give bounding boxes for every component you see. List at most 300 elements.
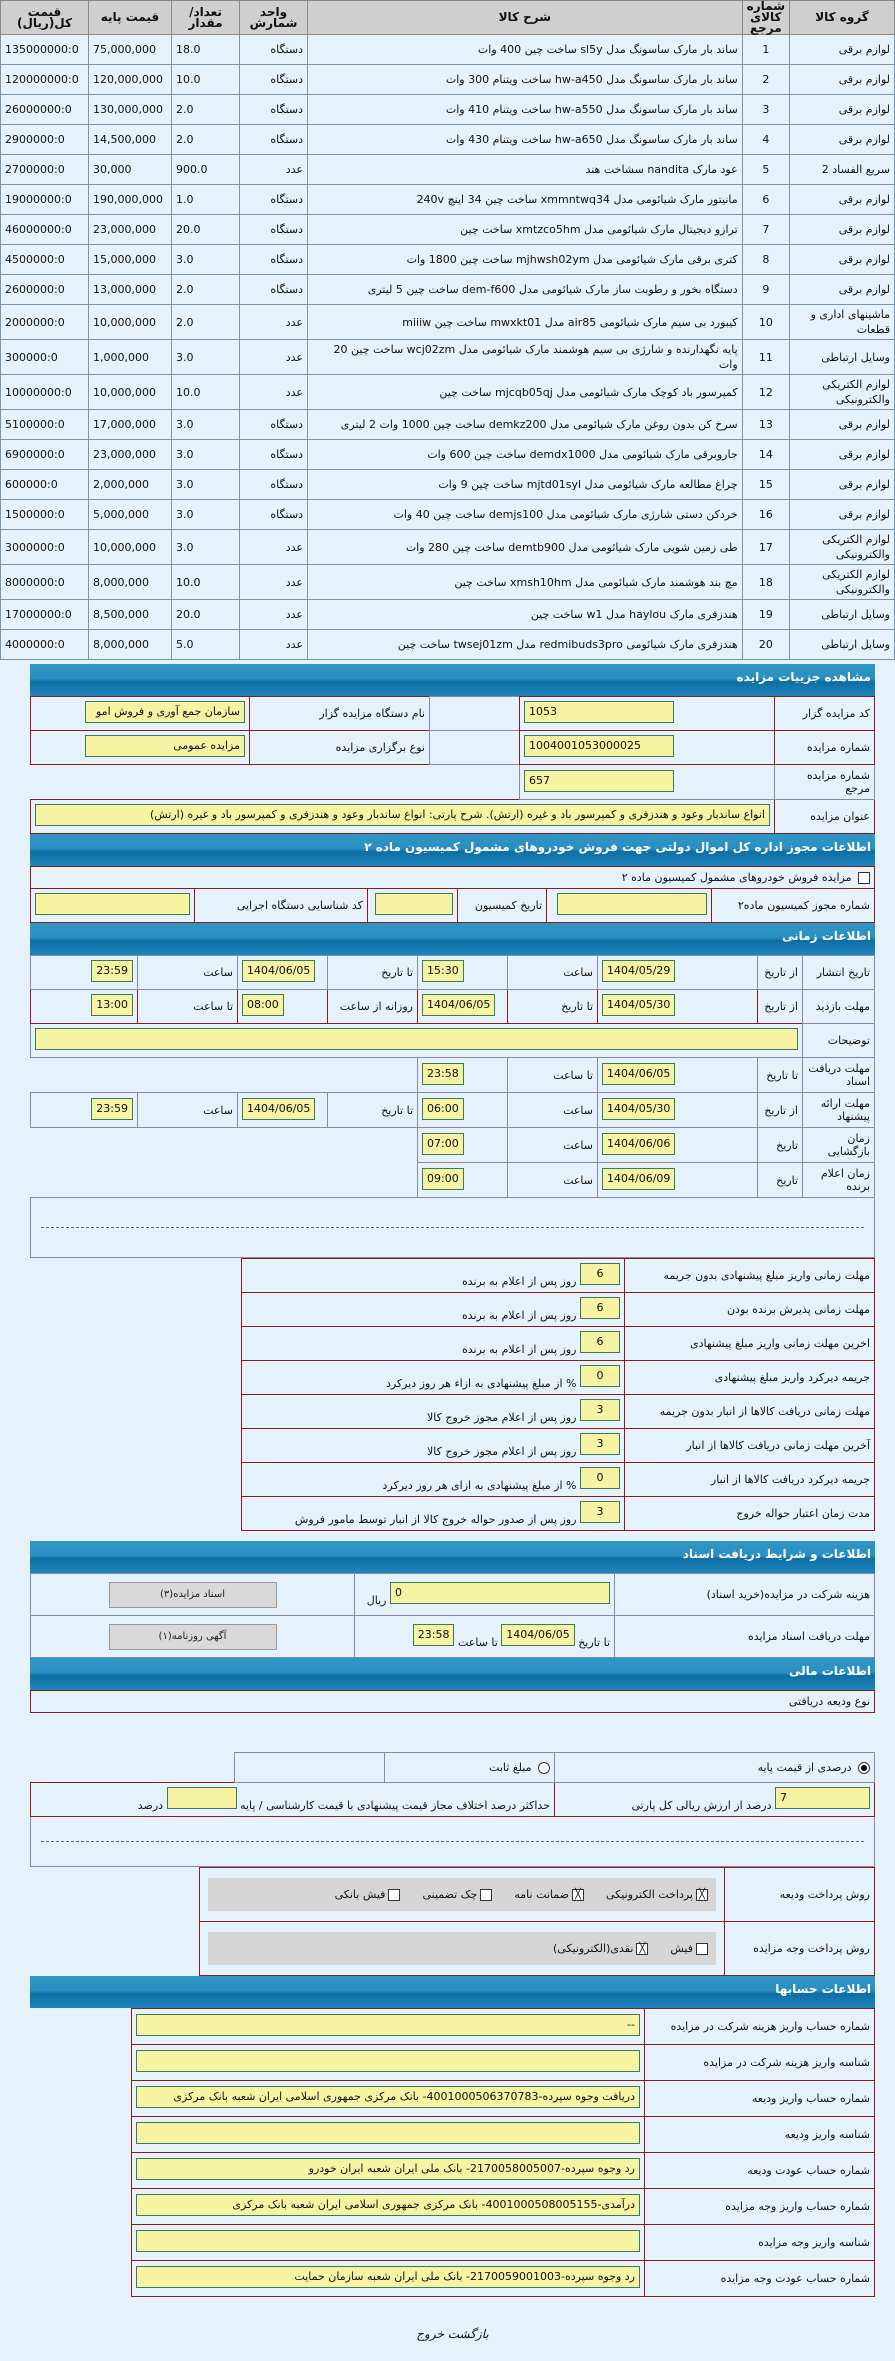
item-price: 23,000,000 <box>89 440 172 470</box>
item-price: 5,000,000 <box>89 500 172 530</box>
newspaper-ad-button[interactable]: آگهی روزنامه(۱) <box>109 1624 277 1650</box>
auction-number-field[interactable]: 1004001053000025 <box>524 735 674 757</box>
item-ref: 6 <box>742 185 789 215</box>
item-price: 8,000,000 <box>89 630 172 660</box>
item-ref: 15 <box>742 470 789 500</box>
item-ref: 2 <box>742 65 789 95</box>
item-ref: 18 <box>742 565 789 600</box>
visit-to-time[interactable]: 13:00 <box>91 994 133 1016</box>
divider <box>41 1227 864 1228</box>
deadline-suffix: روز پس از اعلام به برنده <box>461 1275 577 1288</box>
item-ref: 20 <box>742 630 789 660</box>
ref-number-field[interactable]: 657 <box>524 770 674 792</box>
fee-field[interactable]: 0 <box>390 1582 610 1604</box>
hour-label: ساعت <box>508 1093 598 1128</box>
item-total: 4500000:0 <box>1 245 89 275</box>
account-label: شناسه واریز وجه مزایده <box>645 2225 875 2261</box>
item-qty: 3.0 <box>172 440 240 470</box>
hour-label: ساعت <box>508 956 598 990</box>
item-price: 13,000,000 <box>89 275 172 305</box>
account-field[interactable]: رد وجوه سپرده-2170059001003- بانک ملی ایران شعبه سازمان حمایت <box>136 2266 640 2288</box>
auction-docs-button[interactable]: اسناد مزایده(۳) <box>109 1582 277 1608</box>
item-unit: دستگاه <box>240 500 308 530</box>
deadline-label: جریمه دیرکرد دریافت کالاها از انبار <box>625 1463 875 1497</box>
item-desc: هندزفری مارک haylou مدل w1 ساخت چین <box>308 600 743 630</box>
item-desc: پایه نگهدارنده و شارژی بی سیم هوشمند مارک شیائومی مدل wcj02zm ساخت چین 20 وات <box>308 340 743 375</box>
col-unit: واحد شمارش <box>240 1 308 35</box>
fixed-radio[interactable] <box>538 1762 550 1774</box>
doc-deadline-date[interactable]: 1404/06/05 <box>501 1624 574 1646</box>
item-desc: کمپرسور باد کوچک مارک شیائومی مدل mjcqb05qj ساخت چین <box>308 375 743 410</box>
timing-section-header: اطلاعات زمانی <box>30 923 875 955</box>
date-label: تاریخ <box>758 1128 803 1163</box>
item-desc: ساند بار مارک ساسونگ مدل hw-a550 ساخت ویتنام 410 وات <box>308 95 743 125</box>
deadline-suffix: % از مبلغ پیشنهادی به ازای هر روز دیرکرد <box>382 1479 577 1492</box>
permit-no-label: شماره مجوز کمیسیون ماده۲ <box>712 889 875 923</box>
deadline-label: مدت زمان اعتبار حواله خروج <box>625 1497 875 1531</box>
item-ref: 17 <box>742 530 789 565</box>
item-price: 17,000,000 <box>89 410 172 440</box>
item-ref: 3 <box>742 95 789 125</box>
deadline-label: مهلت زمانی واریز مبلغ پیشنهادی بدون جریمه <box>625 1259 875 1293</box>
deadline-value[interactable]: 6 <box>580 1263 620 1285</box>
docs-deadline-label: مهلت دریافت اسناد <box>803 1058 875 1093</box>
permit-checkbox[interactable] <box>858 872 870 884</box>
item-group: لوازم برقی <box>790 440 895 470</box>
item-desc: هندزفری مارک شیائومی redmibuds3pro مدل twsej01zm ساخت چین <box>308 630 743 660</box>
auctioneer-name-field[interactable]: سازمان جمع آوری و فروش امو <box>85 701 245 723</box>
deadline-value[interactable]: 3 <box>580 1501 620 1523</box>
visit-to-date[interactable]: 1404/06/05 <box>422 994 495 1016</box>
auction-type-field[interactable]: مزایده عمومی <box>85 735 245 757</box>
commission-date-field[interactable] <box>375 893 453 915</box>
checkbox-icon[interactable] <box>696 1943 708 1955</box>
checkbox-icon[interactable] <box>480 1889 492 1901</box>
deposit-pay-options <box>208 1878 716 1911</box>
publish-label: تاریخ انتشار <box>803 956 875 990</box>
publish-to-time[interactable]: 23:59 <box>91 960 133 982</box>
docs-to-time[interactable]: 23:58 <box>422 1063 464 1085</box>
auctioneer-name-label: نام دستگاه مزایده گزار <box>250 697 430 731</box>
item-group: لوازم برقی <box>790 500 895 530</box>
account-label: شناسه واریز ودیعه <box>645 2117 875 2153</box>
payment-option[interactable] <box>514 1888 584 1901</box>
item-qty: 3.0 <box>172 470 240 500</box>
to-date-label: تا تاریخ <box>508 990 598 1024</box>
payment-option[interactable] <box>606 1888 708 1901</box>
percent-radio[interactable] <box>858 1762 870 1774</box>
winner-label: زمان اعلام برنده <box>803 1163 875 1198</box>
auction-type-label: نوع برگزاری مزایده <box>250 731 430 765</box>
item-price: 75,000,000 <box>89 35 172 65</box>
item-unit: عدد <box>240 375 308 410</box>
offer-from-date[interactable]: 1404/05/30 <box>602 1098 675 1120</box>
item-unit: دستگاه <box>240 215 308 245</box>
item-ref: 19 <box>742 600 789 630</box>
item-group: وسایل ارتباطی <box>790 340 895 375</box>
checkbox-icon[interactable]: ╳ <box>636 1943 648 1955</box>
permit-section-header: اطلاعات مجوز اداره کل اموال دولتی جهت فروش خودروهای مشمول کمیسیون ماده ۲ <box>30 834 875 866</box>
item-group: لوازم الکتریکی والکترونیکی <box>790 565 895 600</box>
checkbox-icon[interactable]: ╳ <box>572 1889 584 1901</box>
auction-details-panel <box>30 664 875 2341</box>
payment-option[interactable] <box>670 1942 708 1955</box>
payment-methods-table <box>199 1867 875 1976</box>
item-unit: دستگاه <box>240 245 308 275</box>
account-field[interactable]: درآمدی-4001000508005155- بانک مرکزی جمهوری اسلامی ایران شعبه بانک مرکزی <box>136 2194 640 2216</box>
item-qty: 10.0 <box>172 565 240 600</box>
item-qty: 3.0 <box>172 410 240 440</box>
item-price: 1,000,000 <box>89 340 172 375</box>
item-price: 10,000,000 <box>89 530 172 565</box>
item-price: 120,000,000 <box>89 65 172 95</box>
item-ref: 11 <box>742 340 789 375</box>
item-unit: دستگاه <box>240 65 308 95</box>
item-ref: 4 <box>742 125 789 155</box>
item-price: 30,000 <box>89 155 172 185</box>
item-price: 8,000,000 <box>89 565 172 600</box>
deposit-pay-label: روش پرداخت ودیعه <box>725 1868 875 1922</box>
account-label: شماره حساب عودت ودیعه <box>645 2153 875 2189</box>
item-desc: طی زمین شویی مارک شیائومی مدل demtb900 ساخت چین 280 وات <box>308 530 743 565</box>
item-row <box>1 155 895 185</box>
item-ref: 12 <box>742 375 789 410</box>
payment-option[interactable] <box>335 1888 401 1901</box>
item-desc: عود مارک nandita سشاخت هند <box>308 155 743 185</box>
payment-option-label: ضمانت نامه <box>514 1888 569 1901</box>
item-total: 2900000:0 <box>1 125 89 155</box>
exec-code-field[interactable] <box>35 893 190 915</box>
item-row <box>1 245 895 275</box>
from-date-label: از تاریخ <box>758 956 803 990</box>
deposit-type-label: نوع ودیعه دریافتی <box>31 1691 875 1713</box>
deadline-label: مهلت زمانی دریافت کالاها از انبار بدون جریمه <box>625 1395 875 1429</box>
item-total: 2000000:0 <box>1 305 89 340</box>
hour-label: ساعت <box>138 1093 238 1128</box>
item-desc: سرخ کن بدون روغن مارک شیائومی مدل demkz200 ساخت چین 1000 وات 2 لیتری <box>308 410 743 440</box>
item-row <box>1 305 895 340</box>
account-field[interactable] <box>136 2230 640 2252</box>
open-label: زمان بازگشایی <box>803 1128 875 1163</box>
item-unit: دستگاه <box>240 440 308 470</box>
item-ref: 10 <box>742 305 789 340</box>
item-qty: 5.0 <box>172 630 240 660</box>
item-group: لوازم الکتریکی والکترونیکی <box>790 375 895 410</box>
doc-deadline-time[interactable]: 23:58 <box>413 1624 455 1646</box>
item-unit: عدد <box>240 305 308 340</box>
item-qty: 3.0 <box>172 500 240 530</box>
item-price: 8,500,000 <box>89 600 172 630</box>
item-unit: دستگاه <box>240 410 308 440</box>
item-qty: 3.0 <box>172 340 240 375</box>
hour-label: ساعت <box>138 956 238 990</box>
item-unit: عدد <box>240 630 308 660</box>
percent-suffix: درصد از ارزش ریالی کل پارتی <box>631 1799 772 1812</box>
item-unit: عدد <box>240 565 308 600</box>
timing-table <box>30 955 875 1258</box>
financial-section-header: اطلاعات مالی <box>30 1658 875 1690</box>
item-price: 14,500,000 <box>89 125 172 155</box>
fixed-radio-label: مبلغ ثابت <box>489 1761 532 1774</box>
item-total: 2600000:0 <box>1 275 89 305</box>
auction-title-label: عنوان مزایده <box>775 800 875 834</box>
item-desc: ساند بار مارک ساسونگ مدل hw-a450 ساخت ویتنام 300 وات <box>308 65 743 95</box>
item-unit: دستگاه <box>240 95 308 125</box>
item-total: 300000:0 <box>1 340 89 375</box>
item-qty: 18.0 <box>172 35 240 65</box>
item-price: 23,000,000 <box>89 215 172 245</box>
auction-number-label: شماره مزایده <box>775 731 875 765</box>
item-price: 10,000,000 <box>89 305 172 340</box>
payment-option-label: فیش <box>670 1942 693 1955</box>
to-date-label: تا تاریخ <box>758 1058 803 1093</box>
percent-field[interactable]: 7 <box>775 1787 870 1809</box>
deadlines-table <box>241 1258 875 1531</box>
open-date[interactable]: 1404/06/06 <box>602 1133 675 1155</box>
account-field[interactable]: -- <box>136 2014 640 2036</box>
item-row <box>1 530 895 565</box>
col-total: قیمت کل(ریال) <box>1 1 89 35</box>
item-group: لوازم برقی <box>790 185 895 215</box>
account-label: شماره حساب واریز هزینه شرکت در مزایده <box>645 2009 875 2045</box>
to-hour-label: تا ساعت <box>457 1636 498 1649</box>
payment-option-label: چک تضمینی <box>422 1888 478 1901</box>
item-ref: 16 <box>742 500 789 530</box>
item-desc: مانیتور مارک شیائومی مدل xmmntwq34 ساخت چین 34 اینچ 240v <box>308 185 743 215</box>
item-row <box>1 630 895 660</box>
item-total: 10000000:0 <box>1 375 89 410</box>
item-total: 19000000:0 <box>1 185 89 215</box>
payment-option-label: فیش بانکی <box>334 1888 386 1901</box>
deadline-suffix: % از مبلغ پیشنهادی به ازاء هر روز دیرکرد <box>385 1377 577 1390</box>
payment-option[interactable] <box>422 1888 492 1901</box>
account-label: شماره حساب عودت وجه مزایده <box>645 2261 875 2297</box>
item-group: وسایل ارتباطی <box>790 630 895 660</box>
deadline-suffix: روز پس از اعلام به برنده <box>461 1343 577 1356</box>
item-row <box>1 440 895 470</box>
item-row <box>1 125 895 155</box>
item-qty: 2.0 <box>172 305 240 340</box>
visit-daily-from-time[interactable]: 08:00 <box>242 994 284 1016</box>
item-group: لوازم برقی <box>790 215 895 245</box>
item-ref: 1 <box>742 35 789 65</box>
payment-option[interactable] <box>553 1942 648 1955</box>
item-total: 135000000:0 <box>1 35 89 65</box>
col-ref: شماره کالای مرجع <box>742 1 789 35</box>
item-row <box>1 95 895 125</box>
deadline-value[interactable]: 6 <box>580 1297 620 1319</box>
checkbox-icon[interactable]: ╳ <box>696 1889 708 1901</box>
offer-to-time[interactable]: 23:59 <box>91 1098 133 1120</box>
max-diff-label: حداکثر درصد اختلاف مجاز قیمت پیشنهادی با قیمت کارشناسی / پایه <box>240 1799 550 1812</box>
item-qty: 2.0 <box>172 125 240 155</box>
item-group: لوازم برقی <box>790 245 895 275</box>
item-row <box>1 185 895 215</box>
item-total: 46000000:0 <box>1 215 89 245</box>
deadline-value[interactable]: 3 <box>580 1433 620 1455</box>
col-qty: تعداد/مقدار <box>172 1 240 35</box>
item-desc: ساند بار مارک ساسونگ مدل hw-a650 ساخت ویتنام 430 وات <box>308 125 743 155</box>
item-price: 2,000,000 <box>89 470 172 500</box>
item-price: 15,000,000 <box>89 245 172 275</box>
publish-from-time[interactable]: 15:30 <box>422 960 464 982</box>
item-unit: عدد <box>240 600 308 630</box>
item-desc: کیبورد بی سیم مارک شیائومی air85 مدل mwxkt01 ساخت چین miiiw <box>308 305 743 340</box>
item-group: وسایل ارتباطی <box>790 600 895 630</box>
item-ref: 8 <box>742 245 789 275</box>
item-unit: عدد <box>240 340 308 375</box>
account-field[interactable]: رد وجوه سپرده-2170058005007- بانک ملی ایران شعبه ایران خودرو <box>136 2158 640 2180</box>
commission-date-label: تاریخ کمیسیون <box>457 889 546 923</box>
account-field[interactable]: دریافت وجوه سپرده-4001000506370783- بانک مرکزی جمهوری اسلامی ایران شعبه بانک مرکزی <box>136 2086 640 2108</box>
item-row <box>1 215 895 245</box>
item-row <box>1 410 895 440</box>
item-row <box>1 600 895 630</box>
account-label: شماره حساب واریز ودیعه <box>645 2081 875 2117</box>
documents-table <box>30 1573 875 1658</box>
item-group: لوازم برقی <box>790 65 895 95</box>
item-desc: کتری برقی مارک شیائومی مدل mjhwsh02ym ساخت چین 1800 وات <box>308 245 743 275</box>
item-unit: عدد <box>240 530 308 565</box>
item-qty: 3.0 <box>172 530 240 565</box>
item-ref: 9 <box>742 275 789 305</box>
item-total: 8000000:0 <box>1 565 89 600</box>
accounts-table <box>131 2008 875 2297</box>
offer-from-time[interactable]: 06:00 <box>422 1098 464 1120</box>
payment-option-label: نقدی(الکترونیکی) <box>552 1942 634 1955</box>
item-desc: ترازو دیجیتال مارک شیائومی مدل xmtzco5hm ساخت چین <box>308 215 743 245</box>
auction-title-field[interactable]: انواع ساندبار وعود و هندزفری و کمپرسور باد و غیره (ارتش). شرح پارتی: انواع ساندبار وعود و هندزفری و کمپرسور باد و غیره (ارتش) <box>35 804 770 826</box>
publish-to-date[interactable]: 1404/06/05 <box>242 960 315 982</box>
item-group: لوازم برقی <box>790 470 895 500</box>
to-hour-label: تا ساعت <box>138 990 238 1024</box>
deadline-suffix: روز پس از اعلام به برنده <box>461 1309 577 1322</box>
item-ref: 14 <box>742 440 789 470</box>
date-label: تاریخ <box>758 1163 803 1198</box>
col-price: قیمت پایه <box>89 1 172 35</box>
item-qty: 20.0 <box>172 215 240 245</box>
permit-no-field[interactable] <box>557 893 707 915</box>
item-group: لوازم برقی <box>790 410 895 440</box>
item-desc: دستگاه بخور و رطوبت ساز مارک شیائومی مدل dem-f600 ساخت چین 5 لیتری <box>308 275 743 305</box>
item-qty: 3.0 <box>172 245 240 275</box>
item-group: سریع الفساد 2 <box>790 155 895 185</box>
visit-from-date[interactable]: 1404/05/30 <box>602 994 675 1016</box>
deadline-value[interactable]: 0 <box>580 1467 620 1489</box>
offer-label: مهلت ارائه پیشنهاد <box>803 1093 875 1128</box>
desc-label: توضیحات <box>803 1024 875 1058</box>
item-unit: عدد <box>240 155 308 185</box>
footer-links <box>30 2327 875 2341</box>
deadline-label: اخرین مهلت زمانی واریز مبلغ پیشنهادی <box>625 1327 875 1361</box>
fee-label: هزینه شرکت در مزایده(خرید اسناد) <box>615 1574 875 1616</box>
item-total: 26000000:0 <box>1 95 89 125</box>
item-row <box>1 65 895 95</box>
doc-deadline-label: مهلت دریافت اسناد مزایده <box>615 1616 875 1658</box>
deadline-suffix: روز پس از صدور حواله خروج کالا از انبار توسط مامور فروش <box>294 1513 577 1526</box>
max-diff-field[interactable] <box>167 1787 237 1809</box>
item-row <box>1 35 895 65</box>
hour-label: ساعت <box>508 1163 598 1198</box>
percent-radio-label: درصدی از قیمت پایه <box>757 1761 852 1774</box>
item-qty: 20.0 <box>172 600 240 630</box>
item-qty: 10.0 <box>172 375 240 410</box>
item-total: 6900000:0 <box>1 440 89 470</box>
deadline-suffix: روز پس از اعلام مجوز خروج کالا <box>427 1411 577 1424</box>
item-ref: 5 <box>742 155 789 185</box>
open-time[interactable]: 07:00 <box>422 1133 464 1155</box>
currency-label: ریال <box>366 1594 387 1607</box>
payment-option-label: پرداخت الکترونیکی <box>606 1888 693 1901</box>
item-total: 4000000:0 <box>1 630 89 660</box>
item-ref: 13 <box>742 410 789 440</box>
item-qty: 1.0 <box>172 185 240 215</box>
item-unit: دستگاه <box>240 125 308 155</box>
item-group: لوازم برقی <box>790 125 895 155</box>
details-section-header: مشاهده جزییات مزایده <box>30 664 875 696</box>
deadline-value[interactable]: 3 <box>580 1399 620 1421</box>
exit-link[interactable]: خروج <box>416 2327 444 2341</box>
permit-table <box>30 866 875 923</box>
col-group: گروه کالا <box>790 1 895 35</box>
accounts-section-header: اطلاعات حسابها <box>30 1976 875 2008</box>
auction-pay-options <box>208 1932 716 1965</box>
deadline-value[interactable]: 0 <box>580 1365 620 1387</box>
auctioneer-code-label: کد مزایده گزار <box>775 697 875 731</box>
item-qty: 900.0 <box>172 155 240 185</box>
winner-date[interactable]: 1404/06/09 <box>602 1168 675 1190</box>
divider <box>41 1841 864 1842</box>
checkbox-icon[interactable] <box>388 1889 400 1901</box>
item-row <box>1 565 895 600</box>
item-desc: چراغ مطالعه مارک شیائومی مدل mjtd01syl ساخت چین 9 وات <box>308 470 743 500</box>
item-price: 130,000,000 <box>89 95 172 125</box>
item-row <box>1 340 895 375</box>
docs-to-date[interactable]: 1404/06/05 <box>602 1063 675 1085</box>
deadline-value[interactable]: 6 <box>580 1331 620 1353</box>
item-desc: خردکن دستی شارژی مارک شیائومی مدل demjs100 ساخت چین 40 وات <box>308 500 743 530</box>
item-total: 1500000:0 <box>1 500 89 530</box>
deadline-label: آخرین مهلت زمانی دریافت کالاها از انبار <box>625 1429 875 1463</box>
publish-from-date[interactable]: 1404/05/29 <box>602 960 675 982</box>
item-price: 190,000,000 <box>89 185 172 215</box>
item-group: ماشینهای اداری و قطعات <box>790 305 895 340</box>
item-total: 2700000:0 <box>1 155 89 185</box>
item-desc: ساند بار مارک ساسونگ مدل sl5y ساخت چین 400 وات <box>308 35 743 65</box>
item-qty: 10.0 <box>172 65 240 95</box>
account-label: شماره حساب واریز وجه مزایده <box>645 2189 875 2225</box>
account-field[interactable] <box>136 2122 640 2144</box>
back-link[interactable]: بازگشت <box>447 2327 489 2341</box>
account-field[interactable] <box>136 2050 640 2072</box>
exec-code-label: کد شناسایی دستگاه اجرایی <box>195 889 368 923</box>
winner-time[interactable]: 09:00 <box>422 1168 464 1190</box>
offer-to-date[interactable]: 1404/06/05 <box>242 1098 315 1120</box>
financial-table <box>30 1690 875 1867</box>
desc-field[interactable] <box>35 1028 798 1050</box>
item-row <box>1 275 895 305</box>
item-group: لوازم برقی <box>790 275 895 305</box>
item-total: 3000000:0 <box>1 530 89 565</box>
item-group: لوازم الکتریکی والکترونیکی <box>790 530 895 565</box>
item-total: 600000:0 <box>1 470 89 500</box>
item-qty: 2.0 <box>172 275 240 305</box>
auctioneer-code-field[interactable]: 1053 <box>524 701 674 723</box>
item-desc: جاروبرقی مارک شیائومی مدل demdx1000 ساخت چین 600 وات <box>308 440 743 470</box>
items-header-row <box>1 1 895 35</box>
from-date-label: از تاریخ <box>758 1093 803 1128</box>
details-table <box>30 696 875 834</box>
